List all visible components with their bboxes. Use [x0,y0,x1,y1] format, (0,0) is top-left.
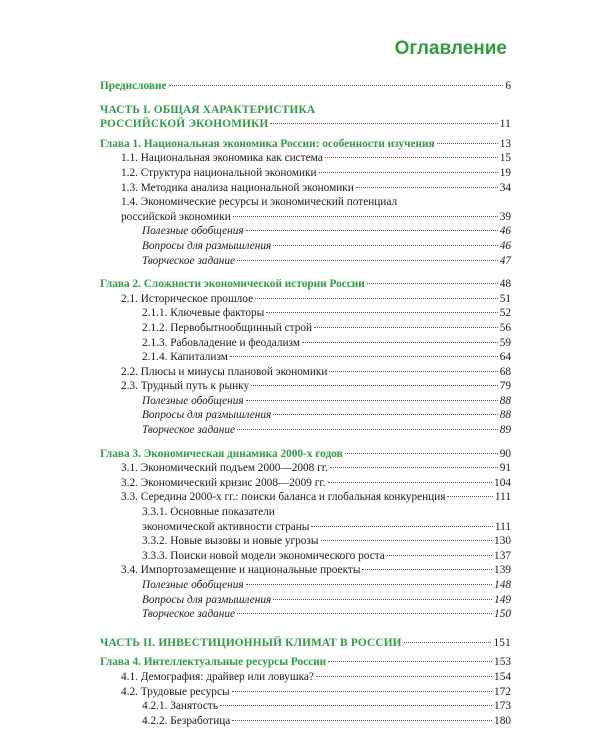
toc-entry-subsection[interactable] [100,336,511,351]
toc-entry-label: РОССИЙСКОЙ ЭКОНОМИКИ [100,118,269,131]
toc-entry-label: Глава 4. Интеллектуальные ресурсы России [100,656,327,669]
toc-entry-label: 3.3.2. Новые вызовы и новые угрозы [142,535,319,548]
toc-entry-label: 3.2. Экономический кризис 2008—2009 гг. [121,476,326,489]
toc-entry-page: 79 [499,380,511,393]
toc-entry-subsection[interactable] [100,714,511,729]
toc-entry-label: ЧАСТЬ II. ИНВЕСТИЦИОННЫЙ КЛИМАТ В РОССИИ [100,636,402,649]
dot-leader [273,245,497,246]
toc-entry-page: 111 [494,520,511,533]
dot-leader [321,540,493,541]
toc-entry-page: 173 [494,700,511,713]
dot-leader [246,584,492,585]
toc-entry-questions[interactable] [100,408,511,423]
dot-leader [328,661,492,662]
toc-entry-page: 19 [499,166,511,179]
toc-entry-page: 149 [494,593,511,606]
toc-entry-subsection[interactable] [100,306,511,321]
toc-entry-summary[interactable] [100,578,511,593]
dot-leader [311,526,493,527]
toc-entry-section[interactable] [100,379,511,394]
toc-entry-page: 88 [499,394,511,407]
toc-entry-label-line: ЧАСТЬ I. ОБЩАЯ ХАРАКТЕРИСТИКА [100,103,316,116]
toc-entry-label: Глава 3. Экономическая динамика 2000-х годов [100,447,343,460]
toc-entry-label: 4.2.1. Занятость [142,700,218,713]
toc-entry-page: 180 [494,714,511,727]
toc-entry-subsection[interactable] [100,549,511,564]
dot-leader [230,356,498,357]
toc-entry-task[interactable] [100,254,511,269]
dot-leader [325,157,498,158]
toc-entry-label: Вопросы для размышления [142,593,272,606]
dot-leader [345,453,498,454]
dot-leader [329,371,497,372]
dot-leader [273,414,497,415]
dot-leader [387,555,492,556]
toc-entry-label: 1.2. Структура национальной экономики [121,166,317,179]
dot-leader [232,720,492,721]
toc-entry-section[interactable] [100,490,511,505]
toc-entry-page: 56 [499,321,511,334]
toc-entry-label-line: 3.3.1. Основные показатели [142,506,275,519]
toc-entry-page: 39 [499,210,511,223]
toc-entry-label-line: 1.4. Экономические ресурсы и экономический потенциал [121,196,398,209]
dot-leader [447,496,492,497]
toc-entry-page: 148 [494,579,511,591]
toc-entry-subsection[interactable] [100,699,511,714]
toc-entry-label: 4.2.2. Безработица [142,714,231,727]
toc-entry-page: 153 [494,656,511,669]
toc-entry-summary[interactable] [100,224,511,239]
toc-entry-page: 90 [499,447,511,460]
toc-entry-label: 3.1. Экономический подъем 2000—2008 гг. [121,462,328,475]
toc-entry-section[interactable] [100,292,511,307]
toc-entry-task[interactable] [100,423,511,438]
dot-leader [246,230,498,231]
toc-entry-section[interactable] [100,151,511,166]
toc-entry-preface[interactable] [100,79,511,94]
toc-entry-section[interactable] [100,166,511,181]
toc-entry-label: Творческое задание [142,608,236,621]
toc-entry-section[interactable] [100,563,511,578]
toc-entry-page: 154 [494,670,511,683]
toc-entry-page: 88 [499,409,511,422]
toc-entry-page: 52 [499,307,511,320]
toc-entry-label: Глава 1. Национальная экономика России: особенности изучения [100,137,435,150]
toc-entry-section[interactable] [100,195,511,224]
toc-entry-label: экономической активности страны [142,520,310,533]
toc-entry-chapter-3[interactable] [100,447,511,462]
toc-entry-page: 51 [499,292,511,305]
toc-entry-page: 48 [499,278,511,291]
toc-entry-label: 4.1. Демография: драйвер или ловушка? [121,670,314,683]
toc-entry-page: 13 [499,137,511,150]
toc-entry-page: 111 [494,491,511,504]
toc-entry-page: 59 [499,336,511,349]
toc-entry-page: 89 [499,424,511,437]
dot-leader [246,400,498,401]
toc-entry-page: 15 [499,152,511,165]
dot-leader [266,312,497,313]
toc-entry-page: 91 [499,462,511,475]
toc-entry-label: Творческое задание [142,424,236,437]
toc-entry-label: 1.3. Методика анализа национальной экономики [121,181,354,194]
toc-entry-label: 2.2. Плюсы и минусы плановой экономики [121,365,328,378]
dot-leader [367,283,498,284]
toc-entry-label: Предисловие [100,80,167,92]
dot-leader [314,327,498,328]
toc-entry-label: 2.1.1. Ключевые факторы [142,307,265,320]
dot-leader [316,676,492,677]
toc-entry-chapter-1[interactable] [100,137,511,152]
dot-leader [362,569,492,570]
toc-entry-page: 6 [505,80,511,92]
toc-entry-label: 3.4. Импортозамещение и национальные проекты [121,564,361,577]
toc-entry-label: российской экономики [121,210,231,223]
toc-entry-label: 3.3.3. Поиски новой модели экономического роста [142,549,385,562]
dot-leader [237,260,498,261]
toc-entry-label: Вопросы для размышления [142,409,272,422]
dot-leader [220,705,492,706]
dot-leader [319,172,498,173]
toc-entry-label: 2.3. Трудный путь к рынку [121,380,250,393]
toc-list [100,79,511,728]
toc-entry-page: 64 [499,351,511,364]
toc-entry-label: 3.3. Середина 2000-х гг.: поиски баланса и глобальная конкуренция [121,491,446,504]
toc-entry-page: 46 [499,225,511,238]
dot-leader [169,85,504,86]
toc-entry-section[interactable] [100,181,511,196]
toc-entry-section[interactable] [100,685,511,700]
toc-entry-section[interactable] [100,670,511,685]
dot-leader [437,143,498,144]
toc-entry-label: Полезные обобщения [142,394,244,407]
toc-entry-page: 172 [494,685,511,698]
toc-entry-task[interactable] [100,607,511,622]
dot-leader [232,691,493,692]
toc-entry-subsection[interactable] [100,321,511,336]
toc-entry-part-1[interactable] [100,103,511,132]
dot-leader [251,385,498,386]
toc-entry-subsection[interactable] [100,534,511,549]
toc-entry-subsection[interactable] [100,505,511,534]
dot-leader [233,216,498,217]
toc-entry-label: 2.1.3. Рабовладение и феодализм [142,336,300,349]
toc-entry-section[interactable] [100,476,511,491]
dot-leader [237,429,498,430]
toc-entry-label: Творческое задание [142,254,236,267]
page-title: Оглавление [394,38,507,59]
toc-entry-page: 46 [499,239,511,252]
toc-entry-label: 4.2. Трудовые ресурсы [121,685,230,698]
toc-entry-section[interactable] [100,461,511,476]
dot-leader [328,482,493,483]
toc-entry-page: 68 [499,365,511,378]
toc-entry-label: 2.1.4. Капитализм [142,351,228,364]
dot-leader [404,642,492,643]
toc-entry-page: 104 [494,476,511,489]
toc-entry-label: Вопросы для размышления [142,239,272,252]
toc-entry-part-2[interactable] [100,636,511,651]
toc-entry-section[interactable] [100,365,511,380]
toc-entry-page: 130 [494,535,511,548]
toc-entry-page: 139 [494,564,511,577]
dot-leader [237,613,492,614]
dot-leader [356,187,498,188]
toc-entry-page: 11 [499,118,511,131]
toc-entry-chapter-4[interactable] [100,655,511,670]
dot-leader [255,298,498,299]
toc-entry-page: 137 [494,549,511,562]
toc-entry-page: 151 [493,636,511,649]
toc-entry-label: 2.1. Историческое прошлое [121,292,254,305]
toc-entry-page: 47 [499,254,511,267]
toc-entry-label: 1.1. Национальная экономика как система [121,152,323,165]
toc-entry-chapter-2[interactable] [100,277,511,292]
toc-entry-summary[interactable] [100,394,511,409]
dot-leader [273,599,492,600]
toc-entry-label: Полезные обобщения [142,579,244,591]
toc-entry-questions[interactable] [100,593,511,608]
toc-entry-label: 2.1.2. Первобытнообщинный строй [142,321,313,334]
toc-entry-questions[interactable] [100,239,511,254]
toc-entry-label: Глава 2. Сложности экономической истории России [100,278,365,291]
toc-entry-subsection[interactable] [100,350,511,365]
toc-entry-page: 34 [499,181,511,194]
toc-entry-label: Полезные обобщения [142,225,244,238]
dot-leader [270,123,497,124]
toc-entry-page: 150 [494,608,511,621]
dot-leader [330,467,498,468]
dot-leader [302,342,498,343]
